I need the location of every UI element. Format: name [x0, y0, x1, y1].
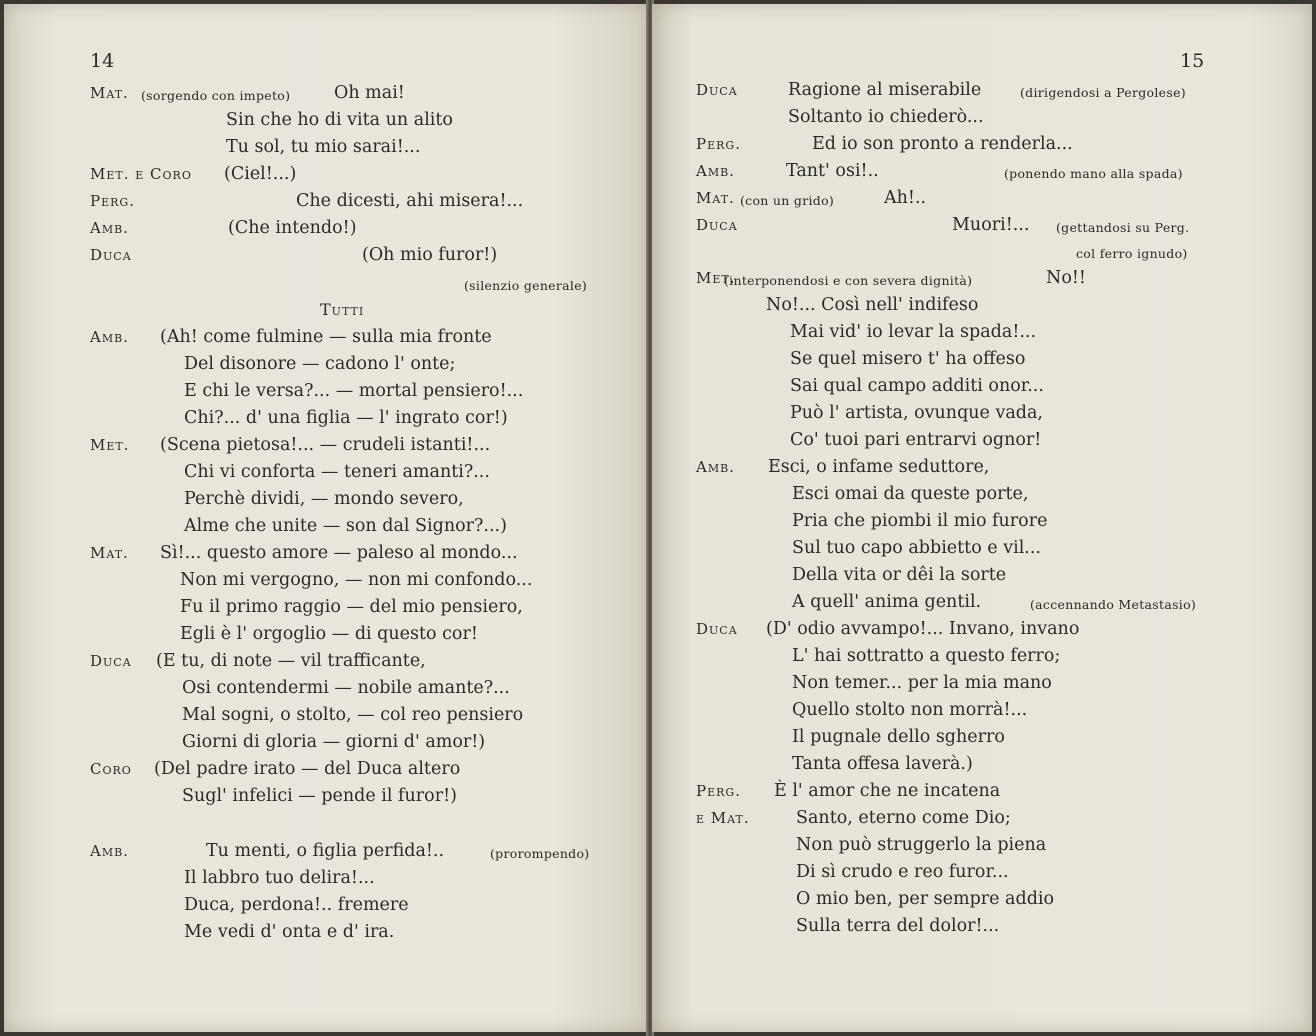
- speaker-label: Met.: [90, 436, 130, 454]
- verse-line: Alme che unite — son dal Signor?...): [184, 516, 507, 536]
- speaker-label: Perg.: [696, 135, 741, 153]
- verse-line: Ragione al miserabile: [788, 80, 982, 100]
- verse-line: Non temer... per la mia mano: [792, 673, 1052, 693]
- speaker-label: Coro: [90, 760, 132, 778]
- verse-line: L' hai sottratto a questo ferro;: [792, 646, 1061, 666]
- speaker-label: Amb.: [696, 458, 735, 476]
- speaker-label: Amb.: [696, 162, 735, 180]
- verse-line: Tant' osi!..: [786, 161, 879, 181]
- verse-line: Sul tuo capo abbietto e vil...: [792, 538, 1041, 558]
- left-page: [4, 4, 648, 1032]
- verse-line: No!!: [1046, 268, 1086, 288]
- stage-direction: (silenzio generale): [464, 278, 588, 293]
- verse-line: Sugl' infelici — pende il furor!): [182, 786, 457, 806]
- verse-line: Il labbro tuo delira!...: [184, 868, 375, 888]
- speaker-label: Perg.: [696, 782, 741, 800]
- stage-direction: (dirigendosi a Pergolese): [1020, 85, 1186, 100]
- speaker-label: Duca: [90, 246, 132, 264]
- verse-line: (Ah! come fulmine — sulla mia fronte: [160, 327, 492, 347]
- verse-line: Ed io son pronto a renderla...: [812, 134, 1073, 154]
- verse-line: Sai qual campo additi onor...: [790, 376, 1044, 396]
- verse-line: Non può struggerlo la piena: [796, 835, 1047, 855]
- right-page: [652, 4, 1312, 1032]
- verse-line: Osi contendermi — nobile amante?...: [182, 678, 510, 698]
- stage-direction: (sorgendo con impeto): [141, 88, 291, 103]
- speaker-label: e Mat.: [696, 809, 750, 827]
- verse-line: Se quel misero t' ha offeso: [790, 349, 1026, 369]
- speaker-label: Amb.: [90, 328, 129, 346]
- verse-line: (Ciel!...): [224, 164, 297, 184]
- verse-line: O mio ben, per sempre addio: [796, 889, 1055, 909]
- speaker-label: Duca: [696, 620, 738, 638]
- speaker-label: Amb.: [90, 842, 129, 860]
- verse-line: (Oh mio furor!): [362, 245, 498, 265]
- verse-line: Non mi vergogno, — non mi confondo...: [180, 570, 533, 590]
- verse-line: Pria che piombi il mio furore: [792, 511, 1048, 531]
- verse-line: Soltanto io chiederò...: [788, 107, 984, 127]
- verse-line: Sin che ho di vita un alito: [226, 110, 453, 130]
- verse-line: Tu sol, tu mio sarai!...: [226, 137, 421, 157]
- verse-line: E chi le versa?... — mortal pensiero!...: [184, 381, 524, 401]
- speaker-label: Mat.: [90, 544, 129, 562]
- speaker-label: Mat.: [90, 84, 129, 102]
- stage-direction: (gettandosi su Perg.: [1056, 220, 1190, 235]
- verse-line: Tu menti, o figlia perfida!..: [206, 841, 445, 861]
- verse-line: Può l' artista, ovunque vada,: [790, 403, 1043, 423]
- verse-line: Mai vid' io levar la spada!...: [790, 322, 1037, 342]
- verse-line: Santo, eterno come Dio;: [796, 808, 1011, 828]
- verse-line: Muori!...: [952, 215, 1030, 235]
- speaker-label: Perg.: [90, 192, 135, 210]
- speaker-label: Mat.: [696, 189, 735, 207]
- verse-line: Tanta offesa laverà.): [792, 754, 973, 774]
- stage-direction: col ferro ignudo): [1076, 246, 1188, 261]
- verse-line: Egli è l' orgoglio — di questo cor!: [180, 624, 478, 644]
- verse-line: Esci omai da queste porte,: [792, 484, 1029, 504]
- verse-line: (Del padre irato — del Duca altero: [154, 759, 461, 779]
- verse-line: Chi?... d' una figlia — l' ingrato cor!): [184, 408, 508, 428]
- speaker-label: Duca: [90, 652, 132, 670]
- verse-line: No!... Così nell' indifeso: [766, 295, 979, 315]
- stage-direction: (con un grido): [740, 193, 835, 208]
- verse-line: Giorni di gloria — giorni d' amor!): [182, 732, 486, 752]
- stage-direction: (prorompendo): [490, 846, 590, 861]
- page-number-left: 14: [90, 50, 115, 72]
- verse-line: A quell' anima gentil.: [792, 592, 982, 612]
- stage-direction: (accennando Metastasio): [1030, 597, 1197, 612]
- verse-line: Sì!... questo amore — paleso al mondo...: [160, 543, 518, 563]
- verse-line: Fu il primo raggio — del mio pensiero,: [180, 597, 523, 617]
- verse-line: Della vita or dêi la sorte: [792, 565, 1007, 585]
- verse-line: (E tu, di note — vil trafficante,: [156, 651, 426, 671]
- verse-line: Esci, o infame seduttore,: [768, 457, 990, 477]
- section-heading: Tutti: [320, 300, 365, 319]
- speaker-label: Duca: [696, 216, 738, 234]
- verse-line: Il pugnale dello sgherro: [792, 727, 1005, 747]
- verse-line: Ah!..: [884, 188, 927, 208]
- verse-line: Me vedi d' onta e d' ira.: [184, 922, 395, 942]
- verse-line: (Che intendo!): [228, 218, 357, 238]
- verse-line: Co' tuoi pari entrarvi ognor!: [790, 430, 1042, 450]
- verse-line: Oh mai!: [334, 83, 405, 103]
- verse-line: Che dicesti, ahi misera!...: [296, 191, 524, 211]
- verse-line: Mal sogni, o stolto, — col reo pensiero: [182, 705, 524, 725]
- verse-line: È l' amor che ne incatena: [774, 781, 1001, 801]
- verse-line: Perchè dividi, — mondo severo,: [184, 489, 464, 509]
- speaker-label: Met. e Coro: [90, 165, 192, 183]
- stage-direction: (ponendo mano alla spada): [1004, 166, 1183, 181]
- speaker-label: Duca: [696, 81, 738, 99]
- speaker-label: Amb.: [90, 219, 129, 237]
- verse-line: Chi vi conforta — teneri amanti?...: [184, 462, 490, 482]
- verse-line: (Scena pietosa!... — crudeli istanti!...: [160, 435, 491, 455]
- page-number-right: 15: [1180, 50, 1205, 72]
- verse-line: Sulla terra del dolor!...: [796, 916, 1000, 936]
- stage-direction: (interponendosi e con severa dignità): [724, 273, 973, 288]
- verse-line: Duca, perdona!.. fremere: [184, 895, 409, 915]
- verse-line: Di sì crudo e reo furor...: [796, 862, 1009, 882]
- verse-line: Quello stolto non morrà!...: [792, 700, 1028, 720]
- verse-line: Del disonore — cadono l' onte;: [184, 354, 456, 374]
- speaker-label: Met.: [696, 269, 736, 287]
- verse-line: (D' odio avvampo!... Invano, invano: [766, 619, 1080, 639]
